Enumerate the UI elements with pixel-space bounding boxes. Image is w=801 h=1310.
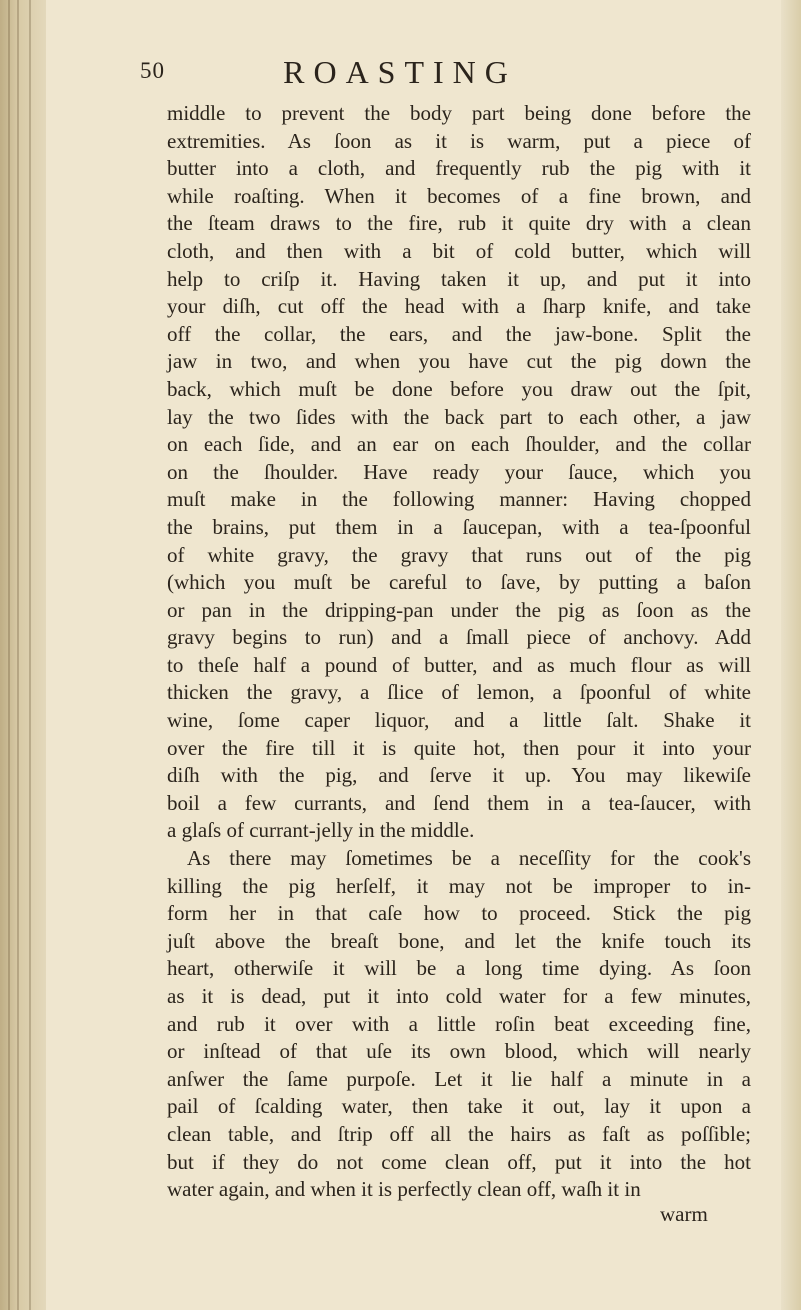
text-line: killing the pig herſelf, it may not be improper to in- xyxy=(167,873,751,898)
text-line: a glaſs of currant-jelly in the middle. xyxy=(167,818,475,843)
text-line: As there may ſometimes be a neceſſity for the cook's xyxy=(187,846,751,871)
text-line: but if they do not come clean off, put it into the hot xyxy=(167,1149,751,1174)
text-line: clean table, and ſtrip off all the hairs as faſt as poſſible; xyxy=(167,1121,751,1146)
text-line: back, which muſt be done before you draw out the ſpit, xyxy=(167,376,751,401)
text-line: lay the two ſides with the back part to each other, a jaw xyxy=(167,404,751,429)
text-line: gravy begins to run) and a ſmall piece of anchovy. Add xyxy=(167,625,751,650)
paragraph xyxy=(167,100,751,845)
binding-stripe xyxy=(17,0,19,1310)
binding-stripe xyxy=(8,0,10,1310)
text-line: or pan in the dripping-pan under the pig as ſoon as the xyxy=(167,597,751,622)
text-line: jaw in two, and when you have cut the pig down the xyxy=(167,349,751,374)
text-line: of white gravy, the gravy that runs out of the pig xyxy=(167,542,751,567)
text-line: over the fire till it is quite hot, then pour it into your xyxy=(167,735,751,760)
text-line: and rub it over with a little roſin beat exceeding fine, xyxy=(167,1011,751,1036)
page-header xyxy=(140,54,660,98)
paragraph xyxy=(167,845,751,1204)
text-line: (which you muſt be careful to ſave, by putting a baſon xyxy=(167,570,751,595)
text-line: on each ſide, and an ear on each ſhoulder, and the collar xyxy=(167,432,751,457)
text-line: boil a few currants, and ſend them in a tea-ſaucer, with xyxy=(167,790,751,815)
text-line: or inſtead of that uſe its own blood, which will nearly xyxy=(167,1039,751,1064)
text-line: cloth, and then with a bit of cold butter, which will xyxy=(167,238,751,263)
book-binding-gutter xyxy=(0,0,46,1310)
binding-stripe xyxy=(29,0,31,1310)
text-line: middle to prevent the body part being done before the xyxy=(167,101,751,125)
catchword: warm xyxy=(660,1202,708,1226)
text-line: heart, otherwiſe it will be a long time dying. As ſoon xyxy=(167,956,751,981)
text-line: to theſe half a pound of butter, and as much flour as will xyxy=(167,652,751,677)
page-edge xyxy=(781,0,801,1310)
text-line: anſwer the ſame purpoſe. Let it lie half a minute in a xyxy=(167,1066,751,1091)
text-line: the brains, put them in a ſaucepan, with a tea-ſpoonful xyxy=(167,514,751,539)
text-line: pail of ſcalding water, then take it out, lay it upon a xyxy=(167,1094,751,1119)
text-line: as it is dead, put it into cold water for a few minutes, xyxy=(167,984,751,1008)
text-line: thicken the gravy, a ſlice of lemon, a ſpoonful of white xyxy=(167,680,751,705)
text-line: muſt make in the following manner: Having chopped xyxy=(167,487,751,512)
running-head: ROASTING xyxy=(283,54,517,90)
text-line: diſh with the pig, and ſerve it up. You may likewiſe xyxy=(167,763,751,788)
text-line: while roaſting. When it becomes of a fine brown, and xyxy=(167,183,751,208)
text-line: butter into a cloth, and frequently rub the pig with it xyxy=(167,156,751,181)
text-line: off the collar, the ears, and the jaw-bone. Split the xyxy=(167,321,751,346)
text-line: juſt above the breaſt bone, and let the knife touch its xyxy=(167,928,751,953)
page-number: 50 xyxy=(140,58,165,83)
text-line: wine, ſome caper liquor, and a little ſalt. Shake it xyxy=(167,708,751,733)
text-line: form her in that caſe how to proceed. Stick the pig xyxy=(167,901,751,926)
text-line: help to criſp it. Having taken it up, and put it into xyxy=(167,266,751,291)
text-line: your diſh, cut off the head with a ſharp knife, and take xyxy=(167,294,751,319)
body-text xyxy=(167,100,751,1204)
text-line: water again, and when it is perfectly clean off, waſh it in xyxy=(167,1177,641,1202)
text-line: on the ſhoulder. Have ready your ſauce, which you xyxy=(167,459,751,484)
text-line: extremities. As ſoon as it is warm, put a piece of xyxy=(167,128,751,153)
text-line: the ſteam draws to the fire, rub it quite dry with a clean xyxy=(167,211,751,236)
